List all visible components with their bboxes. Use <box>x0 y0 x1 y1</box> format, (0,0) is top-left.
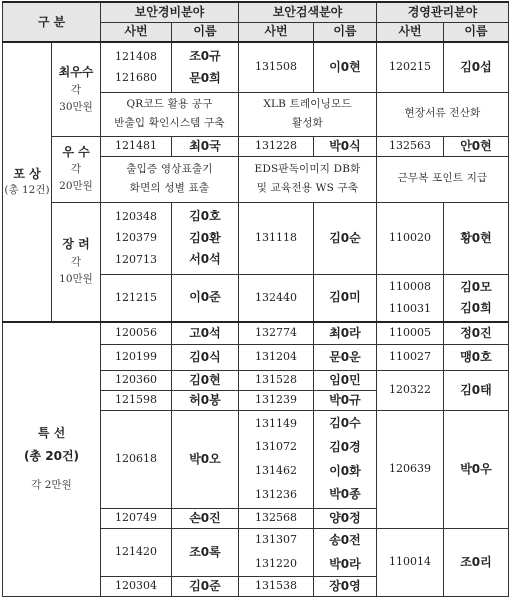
cell-name <box>172 202 239 274</box>
grade-excellent-amount: 20만원 <box>59 180 93 193</box>
employee-name: 김0준 <box>172 576 239 596</box>
category-tukseon-amount: 각 2만원 <box>31 479 72 492</box>
project-note: 출입증 영상표출기 화면의 성별 표출 <box>101 156 239 202</box>
category-tukseon-title: 특 선 <box>37 426 66 441</box>
employee-name: 박0우 <box>444 410 509 528</box>
employee-id: 110020 <box>377 202 444 274</box>
employee-name: 박0식 <box>314 136 377 156</box>
employee-id: 120749 <box>101 508 172 528</box>
employee-id: 110008 <box>389 280 431 294</box>
employee-name: 김0태 <box>444 370 509 410</box>
employee-name: 양0정 <box>314 508 377 528</box>
employee-id: 132774 <box>239 322 314 344</box>
grade-top <box>52 42 101 136</box>
project-note: QR코드 활용 공구 반출입 확인시스템 구축 <box>101 92 239 136</box>
cell-name <box>444 274 509 322</box>
category-pos-title: 포 상 <box>13 167 41 182</box>
employee-name: 이0현 <box>314 42 377 92</box>
cell-id <box>377 274 444 322</box>
employee-name: 조0규 <box>189 49 221 64</box>
employee-id: 131462 <box>255 464 297 477</box>
header-col-name: 이름 <box>172 22 239 42</box>
employee-id: 110031 <box>389 301 431 315</box>
employee-name: 김0미 <box>314 274 377 322</box>
employee-id: 131307 <box>255 533 297 547</box>
employee-name: 김0섭 <box>444 42 509 92</box>
grade-encourage-each: 각 <box>70 256 82 269</box>
employee-name: 정0진 <box>444 322 509 344</box>
employee-id: 131239 <box>239 390 314 410</box>
employee-name: 김0수 <box>329 416 361 431</box>
employee-name: 이0준 <box>172 274 239 322</box>
employee-name: 임0민 <box>314 370 377 390</box>
employee-id: 120379 <box>115 231 157 245</box>
employee-name: 고0석 <box>172 322 239 344</box>
grade-top-name: 최우수 <box>58 64 94 79</box>
employee-name: 맹0호 <box>444 344 509 370</box>
cell-id <box>239 528 314 576</box>
employee-name: 조0리 <box>444 528 509 596</box>
cell-name <box>314 410 377 508</box>
award-table-container <box>2 1 509 597</box>
employee-name: 김0순 <box>314 202 377 274</box>
employee-id: 120056 <box>101 322 172 344</box>
employee-id: 131118 <box>239 202 314 274</box>
employee-name: 문0운 <box>314 344 377 370</box>
employee-name: 이0화 <box>329 463 361 478</box>
employee-id: 110027 <box>377 344 444 370</box>
employee-id: 120199 <box>101 344 172 370</box>
employee-id: 120639 <box>377 410 444 528</box>
employee-name: 박0라 <box>329 556 361 571</box>
employee-name: 허0봉 <box>172 390 239 410</box>
grade-excellent-each: 각 <box>70 163 82 176</box>
employee-name: 김0현 <box>172 370 239 390</box>
employee-name: 김0경 <box>329 439 361 454</box>
employee-id: 120618 <box>101 410 172 508</box>
project-note: XLB 트레이닝모드 활성화 <box>239 92 377 136</box>
employee-name: 조0록 <box>172 528 239 576</box>
employee-name: 송0전 <box>329 532 361 547</box>
header-category: 구 분 <box>3 2 101 42</box>
employee-name: 김0식 <box>172 344 239 370</box>
header-field-management: 경영관리분야 <box>377 2 509 22</box>
grade-top-each: 각 <box>70 83 82 96</box>
employee-id: 120304 <box>101 576 172 596</box>
employee-id: 131528 <box>239 370 314 390</box>
employee-id: 131228 <box>239 136 314 156</box>
employee-name: 장0영 <box>314 576 377 596</box>
employee-id: 132563 <box>377 136 444 156</box>
employee-name: 최0국 <box>172 136 239 156</box>
employee-id: 120215 <box>377 42 444 92</box>
employee-id: 132568 <box>239 508 314 528</box>
project-note: EDS판독이미지 DB화 및 교육전용 WS 구축 <box>239 156 377 202</box>
employee-name: 김0환 <box>189 230 221 245</box>
employee-id: 120360 <box>101 370 172 390</box>
employee-id: 120322 <box>377 370 444 410</box>
header-field-security-screening: 보안검색분야 <box>239 2 377 22</box>
cell-id <box>101 202 172 274</box>
employee-name: 안0현 <box>444 136 509 156</box>
cell-name <box>314 528 377 576</box>
category-pos <box>3 42 52 322</box>
employee-id: 121420 <box>101 528 172 576</box>
employee-id: 132440 <box>239 274 314 322</box>
employee-name: 황0현 <box>444 202 509 274</box>
employee-name: 박0규 <box>314 390 377 410</box>
grade-excellent <box>52 136 101 202</box>
employee-name: 박0종 <box>329 487 361 502</box>
cell-id <box>239 410 314 508</box>
employee-name: 문0희 <box>189 70 221 85</box>
header-col-name: 이름 <box>444 22 509 42</box>
header-col-name: 이름 <box>314 22 377 42</box>
header-col-id: 사번 <box>239 22 314 42</box>
employee-name: 김0호 <box>189 209 221 224</box>
award-table <box>2 1 509 597</box>
employee-id: 131072 <box>255 440 297 454</box>
employee-id: 120713 <box>115 252 157 266</box>
cell-id <box>101 42 172 92</box>
employee-name: 최0라 <box>314 322 377 344</box>
header-col-id: 사번 <box>377 22 444 42</box>
employee-id: 121598 <box>101 390 172 410</box>
cell-name <box>172 42 239 92</box>
category-tukseon <box>3 322 101 596</box>
employee-id: 121408 <box>115 49 157 63</box>
category-pos-count: (총 12건) <box>4 183 50 196</box>
grade-encourage <box>52 202 101 322</box>
employee-id: 110005 <box>377 322 444 344</box>
employee-name: 서0석 <box>189 252 221 267</box>
grade-excellent-name: 우 수 <box>62 144 90 159</box>
category-tukseon-count: (총 20건) <box>23 448 80 463</box>
employee-id: 110014 <box>377 528 444 596</box>
grade-encourage-name: 장 려 <box>62 237 90 252</box>
employee-id: 121215 <box>101 274 172 322</box>
employee-name: 김0모 <box>460 279 492 294</box>
employee-name: 박0오 <box>172 410 239 508</box>
project-note: 근무복 포인트 지급 <box>377 156 509 202</box>
employee-name: 김0희 <box>460 301 492 316</box>
employee-id: 121680 <box>115 71 157 85</box>
employee-name: 손0진 <box>172 508 239 528</box>
header-field-security-guard: 보안경비분야 <box>101 2 239 22</box>
employee-id: 131236 <box>255 487 297 501</box>
grade-encourage-amount: 10만원 <box>59 273 93 286</box>
employee-id: 131220 <box>255 557 297 570</box>
project-note: 현장서류 전산화 <box>377 92 509 136</box>
employee-id: 121481 <box>101 136 172 156</box>
employee-id: 120348 <box>115 209 157 223</box>
employee-id: 131508 <box>239 42 314 92</box>
employee-id: 131538 <box>239 576 314 596</box>
employee-id: 131149 <box>255 416 297 430</box>
header-col-id: 사번 <box>101 22 172 42</box>
grade-top-amount: 30만원 <box>59 100 93 113</box>
employee-id: 131204 <box>239 344 314 370</box>
